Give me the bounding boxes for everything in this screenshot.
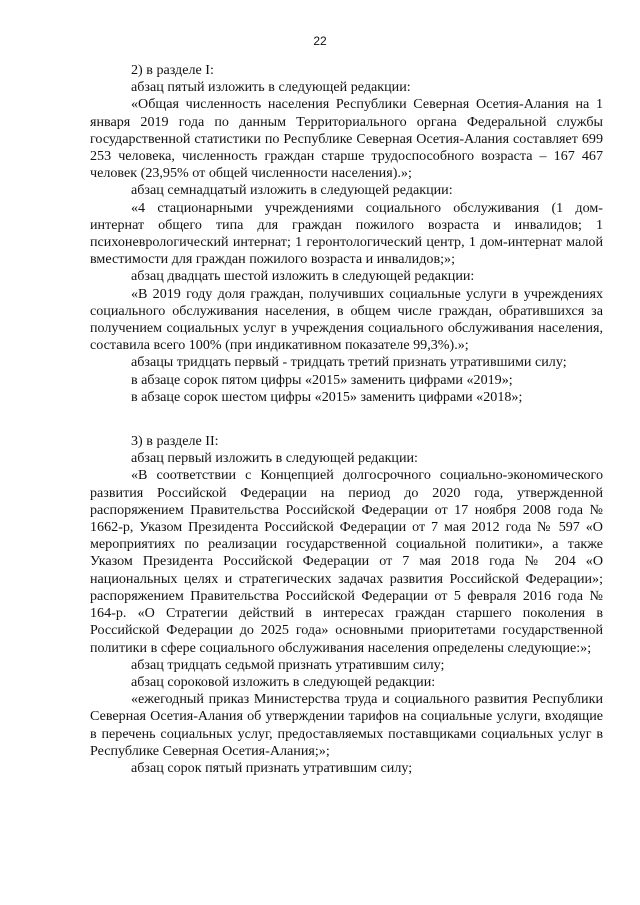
document-body bbox=[90, 62, 603, 777]
paragraph: абзац двадцать шестой изложить в следующей редакции: bbox=[131, 268, 475, 285]
paragraph: в абзаце сорок шестом цифры «2015» заменить цифрами «2018»; bbox=[131, 388, 523, 405]
paragraph: «В 2019 году доля граждан, получивших социальные услуги в учреждениях социального обслуживания населения, в общем числе граждан, обратившихся за получением социальных услуг в учреждения социального обслуживания населения, составила всего 100% (при индикативном показателе 99,3%).»; bbox=[90, 285, 603, 354]
paragraph: «4 стационарными учреждениями социального обслуживания (1 дом-интернат общего типа для граждан пожилого возраста и инвалидов; 1 психоневрологический интернат; 1 геронтологический центр, 1 дом-интернат малой вместимости для граждан пожилого возраста и инвалидов;»; bbox=[90, 199, 603, 268]
paragraph: абзац первый изложить в следующей редакции: bbox=[131, 450, 418, 467]
paragraph: «ежегодный приказ Министерства труда и социального развития Республики Северная Осетия-Алания об утверждении тарифов на социальные услуги, входящие в перечень социальных услуг, предоставляемых поставщиками социальных услуг в Республике Северная Осетия-Алания;»; bbox=[90, 691, 603, 759]
paragraph: «Общая численность населения Республики Северная Осетия-Алания на 1 января 2019 года по данным Территориального органа Федеральной службы государственной статистики по Республике Северная Осетия-Алания составляет 699 253 человека, численность граждан старше трудоспособного возраста – 167 467 человек (23,95% от общей численности населения).»; bbox=[90, 96, 603, 182]
section-heading: 2) в разделе I: bbox=[131, 62, 214, 78]
paragraph: абзац пятый изложить в следующей редакции: bbox=[131, 79, 411, 96]
paragraph: абзац семнадцатый изложить в следующей редакции: bbox=[131, 182, 453, 199]
paragraph: абзац тридцать седьмой признать утратившим силу; bbox=[131, 656, 445, 673]
paragraph: «В соответствии с Концепцией долгосрочного социально-экономического развития Российской Федерации на период до 2020 года, утвержденной распоряжением Правительства Российской Федерации от 17 ноября 2008 года № 1662-р, Указом Президента Российской Федерации от 7 мая 2012 года № 597 «О мероприятиях по реализации государственной социальной политики», а также Указом Президента Российской Федерации от 7 мая 2018 года № 204 «О национальных целях и стратегических задачах развития Российской Федерации»; распоряжением Правительства Российской Федерации от 5 февраля 2016 года № 164-р. «О Стратегии действий в интересах граждан старшего поколения в Российской Федерации до 2025 года» основными приоритетами государственной политики в сфере социального обслуживания населения определены следующие:»; bbox=[90, 467, 603, 656]
paragraph: абзац сорок пятый признать утратившим силу; bbox=[131, 759, 413, 776]
paragraph: абзацы тридцать первый - тридцать третий признать утратившими силу; bbox=[131, 354, 567, 371]
paragraph: абзац сороковой изложить в следующей редакции: bbox=[131, 673, 436, 690]
section-heading: 3) в разделе II: bbox=[131, 433, 219, 450]
page-number: 22 bbox=[313, 34, 327, 48]
paragraph: в абзаце сорок пятом цифры «2015» заменить цифрами «2019»; bbox=[131, 371, 513, 388]
